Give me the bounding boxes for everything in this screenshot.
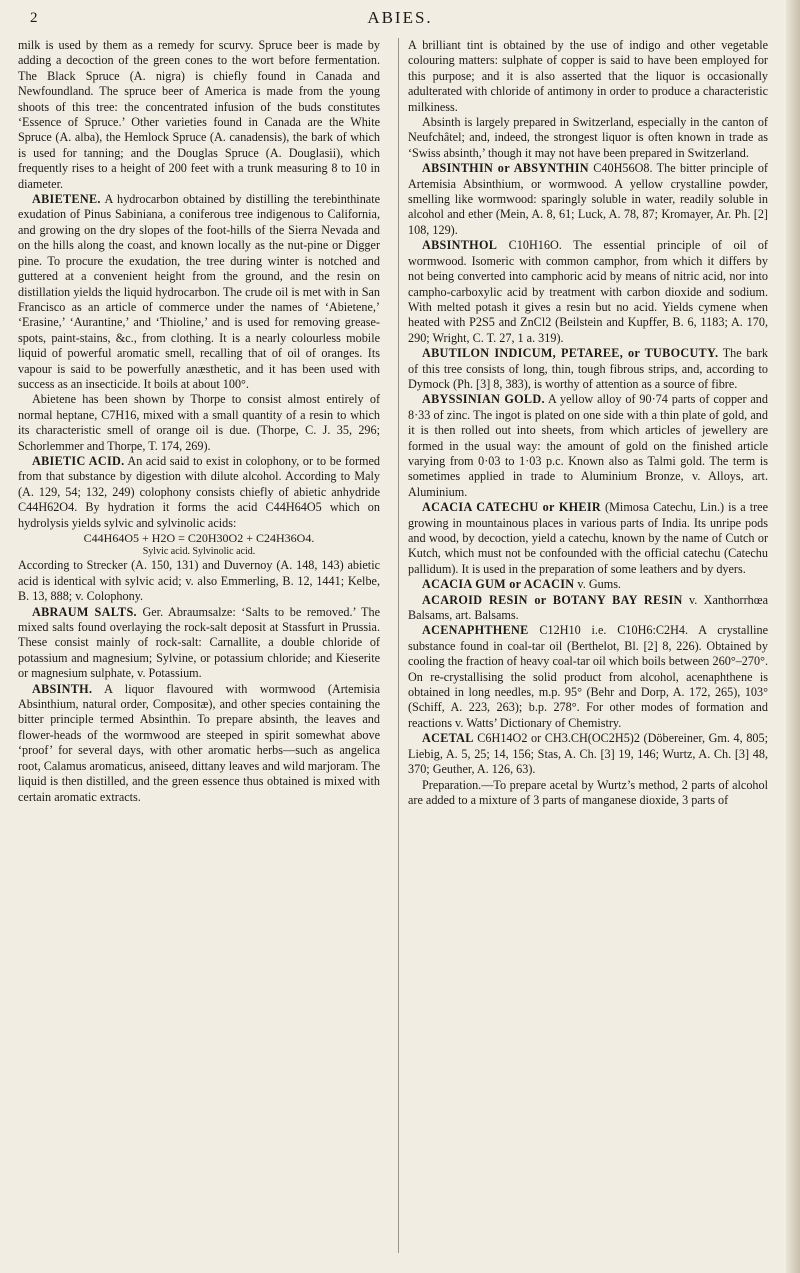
entry-headword: ABIETIC ACID. (32, 453, 125, 468)
paragraph: Abietene has been shown by Thorpe to consist almost entirely of normal heptane, C7H16, mixed with a small quantity of a resin to which its characteristic smell of orange oil is due. (Thorpe, C. J. 35, 296; Schorlemmer and Thorpe, T. 174, 269). (18, 392, 380, 453)
entry-text: An acid said to exist in colophony, or to be formed from that substance by digestion with dilute alcohol. According to Maly (A. 129, 54; 132, 249) colophony consists chiefly of abietic anhydride C44H62O4. By hydration it forms the acid C44H64O5 which on hydrolysis yields sylvic and sylvinolic acids: (18, 453, 380, 530)
entry-headword: ACETAL (422, 731, 474, 746)
column-divider (398, 38, 399, 1253)
dictionary-entry (408, 593, 768, 624)
dictionary-entry (408, 577, 768, 592)
entry-headword: ABSINTH. (32, 681, 93, 696)
entry-headword: ACACIA GUM or ACACIN (422, 577, 575, 592)
dictionary-entry (408, 346, 768, 392)
running-head: ABIES. (367, 8, 433, 27)
entry-text: Ger. Abraumsalze: ‘Salts to be removed.’ The mixed salts found overlaying the rock-salt deposit at Stassfurt in Prussia. These consist mainly of rock-salt: Carnallite, a double chloride of potassium and magnesium; Sylvine, or potassium chloride; and Kieserite or magnesium sulphate, v. Potassium. (18, 604, 380, 681)
entry-text: C6H14O2 or CH3.CH(OC2H5)2 (Döbereiner, Gm. 4, 805; Liebig, A. 5, 25; 14, 156; Stas, A. Ch. [3] 19, 146; Wurtz, A. Ch. [3] 48, 370; Geuther, A. 126, 63). (408, 731, 768, 777)
entry-text: C12H10 i.e. C10H6:C2H4. A crystalline substance found in coal-tar oil (Berthelot, Bl. [2] 8, 226). Obtained by cooling the fraction of heavy coal-tar oil which boils between 260°–270°. On re-crystallising the solid product from alcohol, acenaphthene is obtained in long needles, m.p. 95° (Behr and Dorp, A. 172, 265), 103° (Schiff, A. 223, 263); b.p. 278°. For other modes of formation and reactions v. Watts’ Dictionary of Chemistry. (408, 623, 768, 730)
entry-text: v. Gums. (574, 577, 621, 592)
paragraph: According to Strecker (A. 150, 131) and Duvernoy (A. 148, 143) abietic acid is identical with sylvic acid; v. also Emmerling, B. 12, 1441; Kelbe, B. 13, 888; v. Colophony. (18, 558, 380, 604)
dictionary-entry (18, 454, 380, 531)
entry-headword: ABUTILON INDICUM, PETAREE, or TUBOCUTY. (422, 346, 719, 361)
chemical-equation: C44H64O5 + H2O = C20H30O2 + C24H36O4. (83, 531, 315, 545)
paragraph: milk is used by them as a remedy for scurvy. Spruce beer is made by adding a decoction of the green cones to the wort before fermentation. The Black Spruce (A. nigra) is chiefly found in Canada and Newfoundland. The spruce beer of America is made from the young shoots of this tree: the concentrated infusion of the buds constitutes ‘Essence of Spruce.’ Other varieties found in Canada are the White Spruce (A. alba), the Hemlock Spruce (A. canadensis), the bark of which is used for tanning; and the Douglas Spruce (A. Douglasii), which frequently rises to a height of 200 feet with a trunk measuring 8 to 10 in diameter. (18, 38, 380, 191)
entry-text: A yellow alloy of 90·74 parts of copper and 8·33 of zinc. The ingot is plated on one side with a thin plate of gold, and it is then rolled out into sheets, from which articles of jewellery are formed in the usual way: the amount of gold on the finished article varying from 0·03 to 1·03 p.c. Known also as Talmi gold. The term is sometimes applied in trade to Aluminium Bronze, v. Alloys, art. Aluminium. (408, 392, 768, 499)
entry-text: v. Xanthorrhœa Balsams, art. Balsams. (408, 592, 768, 623)
paragraph: Preparation.—To prepare acetal by Wurtz’s method, 2 parts of alcohol are added to a mixture of 3 parts of manganese dioxide, 3 parts of (408, 777, 768, 807)
left-column (18, 38, 380, 805)
entry-headword: ABSINTHIN or ABSYNTHIN (422, 161, 589, 176)
entry-text: (Mimosa Catechu, Lin.) is a tree growing in mountainous places in various parts of India. Its unripe pods and wood, by decoction, yield a catechu, known by the name of Cutch or Kutch, which must not be confounded with the official catechu (Catechu pallidum). It is used in the preparation of some leathers and by dyers. (408, 500, 768, 576)
dictionary-entry (408, 623, 768, 731)
entry-headword: ABIETENE. (32, 192, 101, 207)
entry-text: A liquor flavoured with wormwood (Artemisia Absinthium, natural order, Compositæ), and other species containing the bitter principle termed Absinthin. To prepare absinth, the leaves and flower-heads of the wormwood are steeped in spirit somewhat above ‘proof’ for several days, with other aromatic herbs—such as angelica root, Calamus aromaticus, aniseed, dittany leaves and wild marjoram. The liquid is then distilled, and the green essence thus obtained is mixed with certain aromatic extracts. (18, 681, 380, 804)
equation-labels: Sylvic acid. Sylvinolic acid. (142, 546, 256, 558)
dictionary-entry (408, 500, 768, 577)
dictionary-entry (18, 605, 380, 682)
dictionary-entry (408, 731, 768, 777)
entry-headword: ACAROID RESIN or BOTANY BAY RESIN (422, 592, 683, 607)
paragraph: A brilliant tint is obtained by the use of indigo and other vegetable colouring matters: sulphate of copper is said to have been employed for this purpose; and it is also asserted that the liquor is occasionally adulterated with chloride of antimony in order to produce a characteristic milkiness. (408, 38, 768, 114)
page-number: 2 (30, 10, 38, 26)
dictionary-entry (18, 682, 380, 805)
dictionary-entry (408, 392, 768, 500)
entry-headword: ABSINTHOL (422, 238, 498, 253)
entry-text: C40H56O8. The bitter principle of Artemisia Absinthium, or wormwood. A yellow crystalline powder, smelling like wormwood: sparingly soluble in water, readily soluble in alcohol and ether (Mein, A. 8, 61; Luck, A. 78, 87; Kromayer, Ar. Ph. [2] 108, 129). (408, 161, 768, 237)
dictionary-entry (408, 161, 768, 238)
dictionary-entry (408, 238, 768, 346)
entry-headword: ABRAUM SALTS. (32, 604, 137, 619)
entry-headword: ABYSSINIAN GOLD. (422, 392, 545, 407)
dictionary-entry (18, 192, 380, 392)
paragraph: Absinth is largely prepared in Switzerland, especially in the canton of Neufchâtel; and, indeed, the strongest liquor is often known in trade as ‘Swiss absinth,’ though it may not have been prepared in Switzerland. (408, 115, 768, 160)
page-edge (786, 0, 800, 1273)
entry-text: The bark of this tree consists of long, thin, tough fibrous strips, and, according to Dymock (Ph. [3] 8, 383), is worthy of attention as a source of fibre. (408, 346, 768, 391)
entry-headword: ACENAPHTHENE (422, 623, 529, 638)
entry-headword: ACACIA CATECHU or KHEIR (422, 500, 602, 515)
entry-text: C10H16O. The essential principle of oil of wormwood. Isomeric with common camphor, from which it differs by not being converted into camphoric acid by means of nitric acid, nor into campho-carboxylic acid by treatment with carbon dioxide and sodium. With melted potash it gives a resin but no acid. Yields cymene when heated with P2S5 and ZnCl2 (Beilstein and Kupffer, B. 6, 1183; A. 170, 290; Wright, C. T. 27, 1 a. 319). (408, 238, 768, 345)
right-column (408, 38, 768, 808)
entry-text: A hydrocarbon obtained by distilling the terebinthinate exudation of Pinus Sabiniana, a coniferous tree indigenous to California, and growing on the dry slopes of the foot-hills of the Sierra Nevada and on the hills along the coast, and known locally as the nut-pine or Digger pine. To procure the exudation, the tree during winter is notched and guttered at a convenient height from the ground, and the resin on distillation yields the liquid hydrocarbon. The crude oil is met with in San Francisco as an article of commerce under the names of ‘Abietene,’ ‘Erasine,’ ‘Aurantine,’ and ‘Thioline,’ and is used for removing grease-spots, paint-stains, &c., from clothing. It is a nearly colourless mobile liquid of powerful aromatic smell, recalling that of oil of oranges. Its vapour is said to be powerfully anæsthetic, and it has been used with success as an insecticide. It boils at about 100°. (18, 192, 380, 391)
